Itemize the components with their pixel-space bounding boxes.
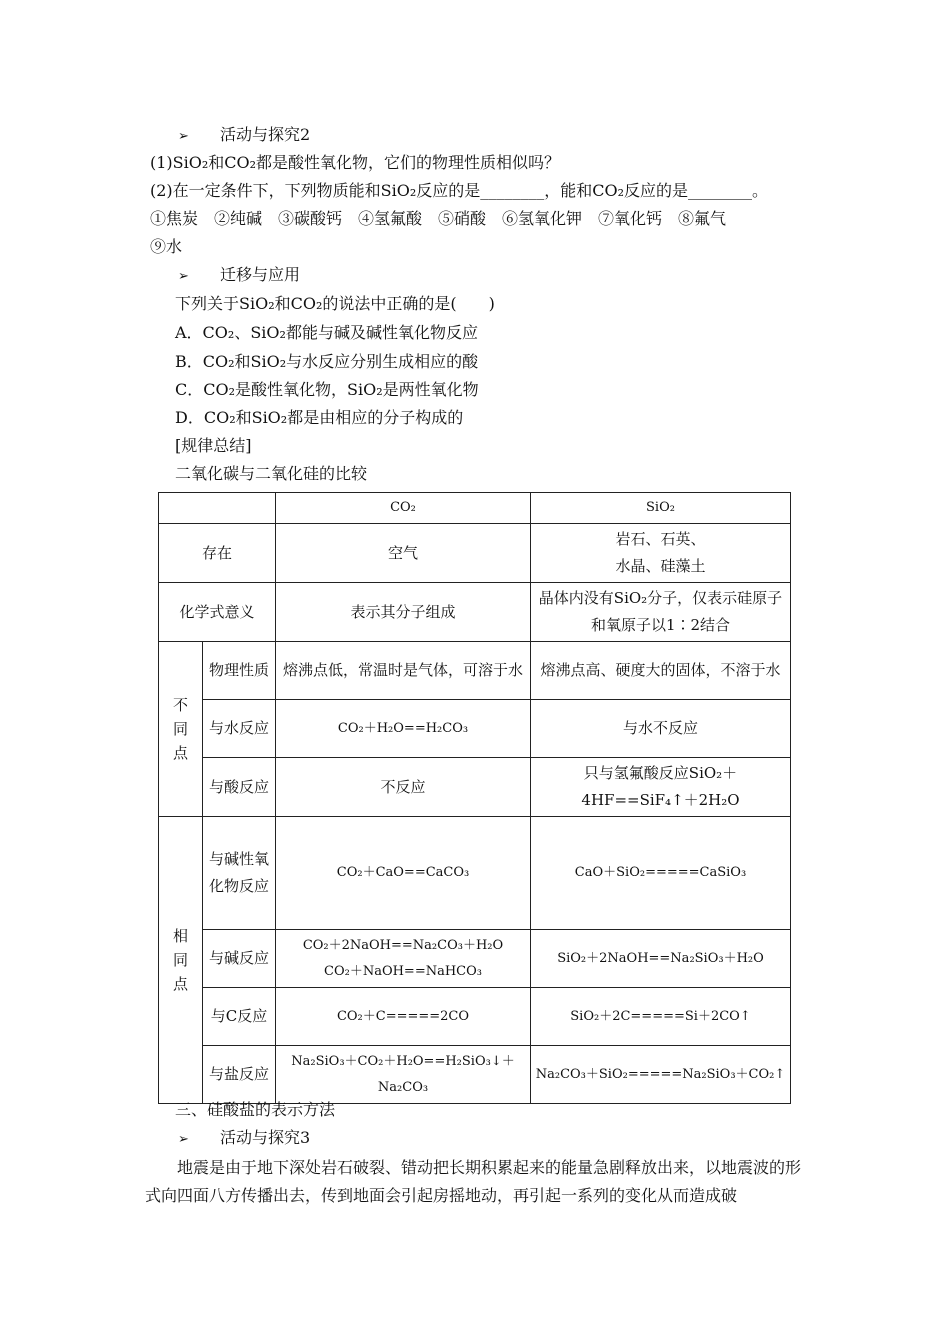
- row-label: 化学式意义: [159, 583, 276, 642]
- question-2: (2)在一定条件下，下列物质能和SiO₂反应的是________，能和CO₂反应的是________。: [150, 181, 769, 200]
- sio2-cell: 熔沸点高、硬度大的固体，不溶于水: [531, 642, 791, 700]
- question-1: (1)SiO₂和CO₂都是酸性氧化物，它们的物理性质相似吗？: [150, 153, 561, 172]
- sio2-cell: SiO₂＋2C=====Si＋2CO↑: [531, 988, 791, 1046]
- co2-cell: CO₂＋C=====2CO: [276, 988, 531, 1046]
- row-label: 与碱性氧化物反应: [203, 817, 276, 930]
- table-row: [159, 930, 791, 988]
- group-label-same: 相同点: [159, 817, 203, 1104]
- row-label: 物理性质: [203, 642, 276, 700]
- table-header-row: [159, 493, 791, 524]
- activity-heading-2: ➢ 活动与探究2: [150, 125, 310, 147]
- header-empty: [159, 493, 276, 524]
- row-label: 存在: [159, 524, 276, 583]
- table-row: [159, 642, 791, 700]
- choice-b: B．CO₂和SiO₂与水反应分别生成相应的酸: [175, 352, 479, 371]
- sio2-cell: Na₂CO₃＋SiO₂=====Na₂SiO₃＋CO₂↑: [531, 1046, 791, 1104]
- co2-cell: 表示其分子组成: [276, 583, 531, 642]
- arrow-bullet-icon: ➢: [178, 129, 189, 144]
- co2-cell: Na₂SiO₃＋CO₂＋H₂O==H₂SiO₃↓＋Na₂CO₃: [276, 1046, 531, 1104]
- table-row: [159, 1046, 791, 1104]
- co2-cell: CO₂＋2NaOH==Na₂CO₃＋H₂O CO₂＋NaOH==NaHCO₃: [276, 930, 531, 988]
- summary-label: [规律总结]: [175, 436, 252, 455]
- arrow-bullet-icon: ➢: [178, 1132, 189, 1147]
- table-title: 二氧化碳与二氧化硅的比较: [175, 464, 368, 483]
- table-row: [159, 524, 791, 583]
- comparison-table: [158, 492, 791, 1104]
- table-row: [159, 817, 791, 930]
- sio2-cell: 只与氢氟酸反应SiO₂＋4HF==SiF₄↑＋2H₂O: [531, 758, 791, 817]
- row-label: 与碱反应: [203, 930, 276, 988]
- sio2-cell: 晶体内没有SiO₂分子，仅表示硅原子和氧原子以1∶2结合: [531, 583, 791, 642]
- choice-c: C．CO₂是酸性氧化物，SiO₂是两性氧化物: [175, 380, 479, 399]
- co2-cell: 熔沸点低，常温时是气体，可溶于水: [276, 642, 531, 700]
- sio2-cell: 与水不反应: [531, 700, 791, 758]
- table-row: [159, 583, 791, 642]
- choice-d: D．CO₂和SiO₂都是由相应的分子构成的: [175, 408, 464, 427]
- arrow-bullet-icon: ➢: [178, 269, 189, 284]
- choice-a: A．CO₂、SiO₂都能与碱及碱性氧化物反应: [175, 323, 478, 342]
- table-row: [159, 758, 791, 817]
- sio2-cell: 岩石、石英、 水晶、硅藻土: [531, 524, 791, 583]
- sio2-cell: CaO＋SiO₂=====CaSiO₃: [531, 817, 791, 930]
- earthquake-paragraph: 地震是由于地下深处岩石破裂、错动把长期积累起来的能量急剧释放出来，以地震波的形式向四面八方传播出去，传到地面会引起房摇地动，再引起一系列的变化从而造成破: [145, 1158, 802, 1205]
- options-line-2: ⑨水: [150, 237, 183, 256]
- table-row: [159, 988, 791, 1046]
- header-co2: CO₂: [276, 493, 531, 524]
- transfer-heading: ➢ 迁移与应用: [150, 265, 300, 287]
- section-3-title: 三、硅酸盐的表示方法: [175, 1100, 336, 1119]
- row-label: 与酸反应: [203, 758, 276, 817]
- activity-heading-3: ➢ 活动与探究3: [150, 1128, 310, 1150]
- co2-cell: CO₂＋CaO==CaCO₃: [276, 817, 531, 930]
- row-label: 与盐反应: [203, 1046, 276, 1104]
- transfer-question: 下列关于SiO₂和CO₂的说法中正确的是( ): [175, 294, 495, 313]
- sio2-cell: SiO₂＋2NaOH==Na₂SiO₃＋H₂O: [531, 930, 791, 988]
- row-label: 与C反应: [203, 988, 276, 1046]
- co2-cell: 不反应: [276, 758, 531, 817]
- table-row: [159, 700, 791, 758]
- co2-cell: CO₂＋H₂O==H₂CO₃: [276, 700, 531, 758]
- group-label-different: 不同点: [159, 642, 203, 817]
- co2-cell: 空气: [276, 524, 531, 583]
- options-line-1: ①焦炭 ②纯碱 ③碳酸钙 ④氢氟酸 ⑤硝酸 ⑥氢氧化钾 ⑦氧化钙 ⑧氟气: [150, 209, 727, 228]
- row-label: 与水反应: [203, 700, 276, 758]
- header-sio2: SiO₂: [531, 493, 791, 524]
